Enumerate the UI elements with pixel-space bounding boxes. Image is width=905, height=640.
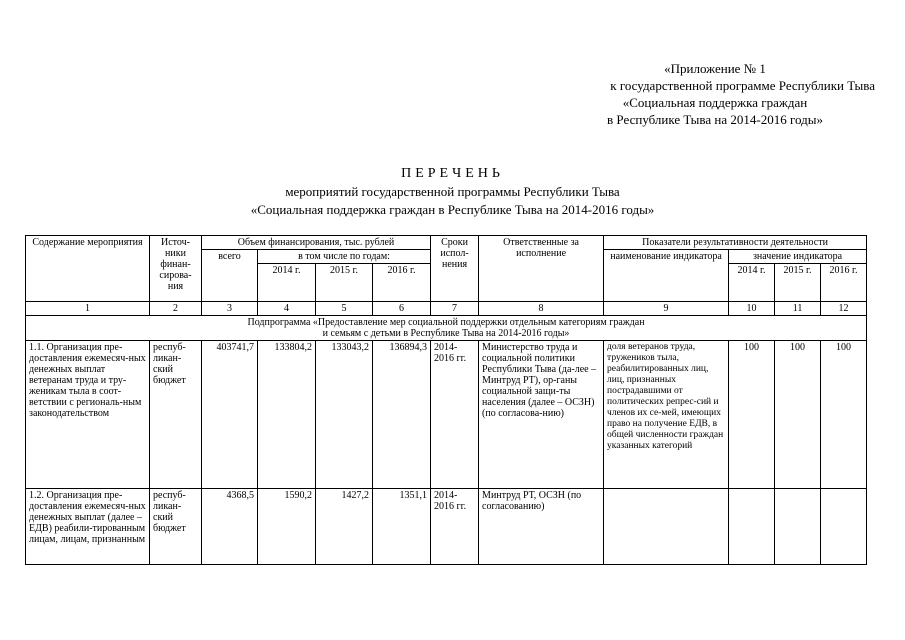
row-total: 4368,5 — [202, 489, 258, 565]
row-year-2016: 1351,1 — [373, 489, 431, 565]
row-terms: 2014-2016 гг. — [431, 489, 479, 565]
col-number: 9 — [604, 302, 729, 316]
table-row — [26, 489, 867, 565]
header-indicators: Показатели результативности деятельности — [604, 236, 867, 250]
row-year-2016: 136894,3 — [373, 341, 431, 489]
title-line-2: мероприятий государственной программы Республики Тыва — [285, 184, 620, 199]
row-value-2015: 100 — [775, 341, 821, 489]
col-number: 2 — [150, 302, 202, 316]
col-number: 12 — [821, 302, 867, 316]
row-year-2015: 133043,2 — [316, 341, 373, 489]
row-indicator: доля ветеранов труда, тружеников тыла, реабилитированных лиц, лиц, признанных пострадавшими от политических репрес-сий и членов их се-мей, имеющих право на получение ЕДВ, в общей численности граждан указанных категорий — [604, 341, 729, 489]
col-number: 6 — [373, 302, 431, 316]
subprogram-text: Подпрограмма «Предоставление мер социальной поддержки отдельным категориям граждан и семьям с детьми в Республике Тыва на 2014-2016 годы» — [247, 317, 645, 339]
row-content: 1.2. Организация пре-доставления ежемесяч-ных денежных выплат (далее – ЕДВ) реабили-тированным лицам, лицам, признанным — [26, 489, 150, 565]
appendix-line-4: в Республике Тыва на 2014-2016 годы» — [607, 112, 823, 127]
column-number-row — [26, 302, 867, 316]
header-year-2015: 2015 г. — [316, 264, 373, 302]
header-total: всего — [202, 250, 258, 302]
header-source: Источ-ники финан-сирова-ния — [150, 236, 202, 302]
col-number: 8 — [479, 302, 604, 316]
col-number: 3 — [202, 302, 258, 316]
col-number: 4 — [258, 302, 316, 316]
row-year-2014: 133804,2 — [258, 341, 316, 489]
header-content: Содержание мероприятия — [26, 236, 150, 302]
row-value-2016: 100 — [821, 341, 867, 489]
appendix-block — [555, 60, 875, 128]
row-value-2014: 100 — [729, 341, 775, 489]
row-total: 403741,7 — [202, 341, 258, 489]
col-number: 7 — [431, 302, 479, 316]
document-title — [0, 165, 905, 219]
col-number: 5 — [316, 302, 373, 316]
subprogram-row — [26, 316, 867, 341]
header-row-1 — [26, 236, 867, 250]
row-responsible: Минтруд РТ, ОСЗН (по согласованию) — [479, 489, 604, 565]
header-by-years: в том числе по годам: — [258, 250, 431, 264]
row-terms: 2014-2016 гг. — [431, 341, 479, 489]
table-row — [26, 341, 867, 489]
row-year-2014: 1590,2 — [258, 489, 316, 565]
header-responsible: Ответственные за исполнение — [479, 236, 604, 302]
title-line-3: «Социальная поддержка граждан в Республике Тыва на 2014-2016 годы» — [250, 202, 655, 217]
appendix-line-2: к государственной программе Республики Тыва — [610, 78, 875, 93]
header-funding: Объем финансирования, тыс. рублей — [202, 236, 431, 250]
row-content: 1.1. Организация пре-доставления ежемесяч-ных денежных выплат ветеранам труда и тру-женикам тыла в соот-ветствии с региональ-ным законодательством — [26, 341, 150, 489]
header-ind-year-2016: 2016 г. — [821, 264, 867, 302]
header-ind-year-2015: 2015 г. — [775, 264, 821, 302]
row-value-2016 — [821, 489, 867, 565]
header-year-2014: 2014 г. — [258, 264, 316, 302]
subprogram-title — [26, 316, 867, 341]
row-value-2014 — [729, 489, 775, 565]
title-heading: ПЕРЕЧЕНЬ — [401, 166, 504, 181]
header-terms: Сроки испол-нения — [431, 236, 479, 302]
header-ind-year-2014: 2014 г. — [729, 264, 775, 302]
header-indicator-value: значение индикатора — [729, 250, 867, 264]
appendix-line-3: «Социальная поддержка граждан — [622, 95, 808, 110]
col-number: 11 — [775, 302, 821, 316]
row-source: респуб-ликан-ский бюджет — [150, 341, 202, 489]
row-source: респуб-ликан-ский бюджет — [150, 489, 202, 565]
row-value-2015 — [775, 489, 821, 565]
header-year-2016: 2016 г. — [373, 264, 431, 302]
col-number: 1 — [26, 302, 150, 316]
appendix-line-1: «Приложение № 1 — [664, 61, 766, 76]
row-indicator — [604, 489, 729, 565]
header-indicator-name: наименование индикатора — [604, 250, 729, 302]
row-responsible: Министерство труда и социальной политики Республики Тыва (да-лее – Минтруд РТ), ор-ганы социальной защи-ты населения (далее – ОСЗН) (по согласова-нию) — [479, 341, 604, 489]
measures-table — [25, 235, 867, 565]
row-year-2015: 1427,2 — [316, 489, 373, 565]
col-number: 10 — [729, 302, 775, 316]
